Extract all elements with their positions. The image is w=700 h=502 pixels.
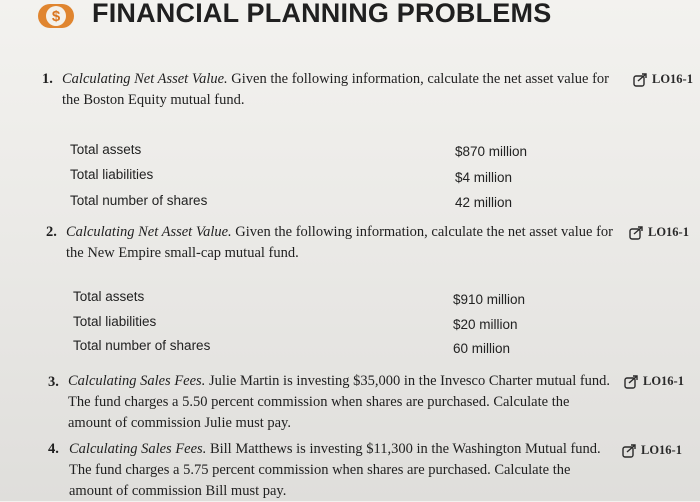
problem-text-line2: the New Empire small-cap mutual fund. [66, 245, 299, 261]
problem-text-line2: The fund charges a 5.75 percent commission when shares are purchased. Calculate the [69, 462, 571, 478]
learning-objective-icon [624, 375, 639, 389]
data-value: 60 million [453, 341, 511, 356]
data-value: $20 million [453, 317, 518, 332]
learning-objective [629, 225, 689, 240]
learning-objective [622, 443, 682, 458]
data-label: Total liabilities [73, 314, 157, 329]
problem-title: Calculating Sales Fees. [68, 373, 206, 389]
section-title: FINANCIAL PLANNING PROBLEMS [92, 0, 552, 28]
data-value: 42 million [455, 195, 513, 210]
problem-title: Calculating Net Asset Value. [66, 224, 232, 240]
problem-text-line1: Given the following information, calculate the net asset value for [231, 224, 613, 240]
problem-number: 2. [46, 224, 57, 240]
dollar-sign-glyph: $ [46, 6, 66, 26]
problem-text-line3: amount of commission Julie must pay. [68, 415, 291, 431]
problem-text-line2: the Boston Equity mutual fund. [62, 92, 245, 108]
problem-title: Calculating Net Asset Value. [62, 71, 228, 87]
data-label: Total assets [73, 289, 145, 304]
problem-number: 3. [48, 374, 59, 390]
learning-objective-label: LO16-1 [652, 72, 693, 86]
learning-objective-label: LO16-1 [643, 374, 684, 388]
dollar-coin-icon [38, 4, 74, 28]
section-header [0, 0, 700, 34]
problem-title: Calculating Sales Fees. [69, 441, 207, 457]
learning-objective [633, 72, 693, 87]
learning-objective-label: LO16-1 [641, 443, 682, 457]
problem-text-line1: Julie Martin is investing $35,000 in the Invesco Charter mutual fund. [205, 373, 611, 389]
problem-text-line1: Given the following information, calculate the net asset value for [227, 71, 609, 87]
data-value: $910 million [453, 292, 526, 307]
data-label: Total number of shares [70, 193, 208, 208]
problem-text [69, 439, 629, 502]
learning-objective-icon [622, 444, 637, 458]
problem-text [62, 69, 622, 111]
problem-text [66, 222, 626, 264]
data-label: Total liabilities [70, 167, 154, 182]
problem-text-line1: Bill Matthews is investing $11,300 in the Washington Mutual fund. [206, 441, 601, 457]
problem-number: 4. [48, 441, 59, 457]
data-value: $4 million [455, 170, 513, 185]
learning-objective-label: LO16-1 [648, 225, 689, 239]
data-label: Total number of shares [73, 338, 211, 353]
learning-objective [624, 374, 684, 389]
learning-objective-icon [633, 73, 648, 87]
problem-text-line3: amount of commission Bill must pay. [69, 483, 287, 499]
problem-text-line2: The fund charges a 5.50 percent commission when shares are purchased. Calculate the [68, 394, 570, 410]
problem-number: 1. [42, 71, 53, 87]
learning-objective-icon [629, 226, 644, 240]
problem-text [68, 371, 628, 434]
data-value: $870 million [455, 144, 528, 159]
data-label: Total assets [70, 142, 142, 157]
